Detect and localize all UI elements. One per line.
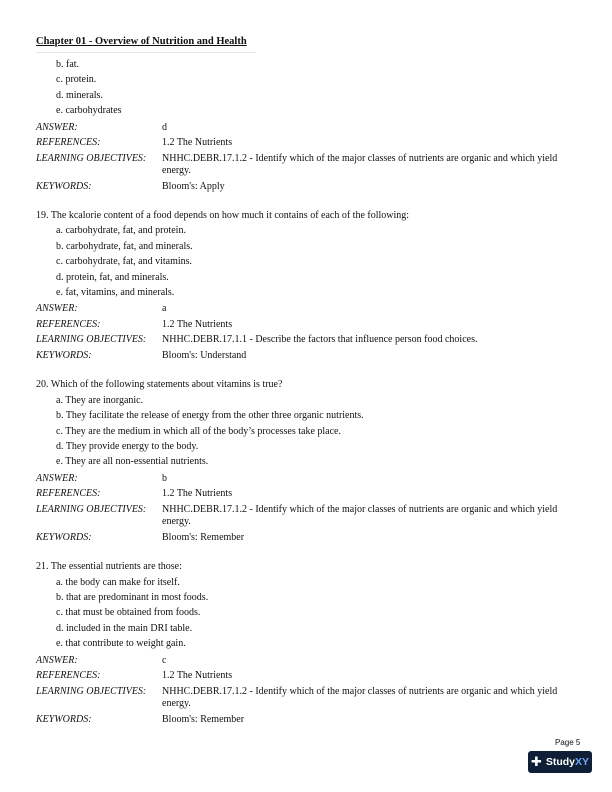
objectives-label: LEARNING OBJECTIVES: [36, 152, 147, 164]
answer-label: ANSWER: [36, 303, 78, 315]
answer-choice: b. that are predominant in most foods. [56, 592, 209, 604]
answer-choice: b. They facilitate the release of energy from the other three organic nutrients. [56, 410, 364, 422]
objectives-row [36, 153, 576, 178]
references-label: REFERENCES: [36, 137, 101, 149]
question-block-continued [36, 57, 576, 193]
references-label: REFERENCES: [36, 318, 101, 330]
keywords-value: Bloom's: Remember [162, 531, 245, 543]
answer-choice: d. minerals. [56, 89, 103, 101]
keywords-label: KEYWORDS: [36, 531, 92, 543]
keywords-value: Bloom's: Remember [162, 713, 245, 725]
studyxy-badge[interactable] [528, 751, 592, 773]
objectives-row [36, 686, 576, 711]
answer-choice: e. They are all non-essential nutrients. [56, 456, 209, 468]
question-stem: 21. The essential nutrients are those: [36, 561, 182, 573]
references-value: 1.2 The Nutrients [162, 318, 233, 330]
answer-choice: c. They are the medium in which all of the body’s processes take place. [56, 425, 341, 437]
objectives-value: NHHC.DEBR.17.1.2 - Identify which of the major classes of nutrients are organic and which yield energy. [162, 503, 558, 528]
question-stem: 20. Which of the following statements about vitamins is true? [36, 379, 283, 391]
answer-choice: d. They provide energy to the body. [56, 440, 199, 452]
keywords-value: Bloom's: Understand [162, 349, 247, 361]
header-divider [36, 52, 256, 53]
references-row [36, 137, 576, 150]
answer-label: ANSWER: [36, 121, 78, 133]
keywords-label: KEYWORDS: [36, 713, 92, 725]
answer-choice: e. fat, vitamins, and minerals. [56, 287, 175, 299]
references-value: 1.2 The Nutrients [162, 670, 233, 682]
references-value: 1.2 The Nutrients [162, 137, 233, 149]
objectives-value: NHHC.DEBR.17.1.1 - Describe the factors that influence person food choices. [162, 334, 478, 346]
answer-label: ANSWER: [36, 654, 78, 666]
references-value: 1.2 The Nutrients [162, 488, 233, 500]
objectives-value: NHHC.DEBR.17.1.2 - Identify which of the major classes of nutrients are organic and which yield energy. [162, 685, 558, 710]
keywords-row [36, 532, 576, 545]
references-row [36, 670, 576, 683]
answer-row [36, 122, 576, 135]
answer-choice: e. that contribute to weight gain. [56, 638, 186, 650]
answer-choice: b. fat. [56, 59, 80, 70]
question-block-21 [36, 559, 576, 726]
answer-value: a [162, 303, 167, 315]
keywords-row [36, 181, 576, 194]
objectives-value: NHHC.DEBR.17.1.2 - Identify which of the major classes of nutrients are organic and which yield energy. [162, 152, 558, 177]
answer-label: ANSWER: [36, 472, 78, 484]
answer-choice: b. carbohydrate, fat, and minerals. [56, 240, 193, 252]
plus-icon: ✚ [530, 754, 542, 769]
answer-choice: e. carbohydrates [56, 105, 122, 117]
references-label: REFERENCES: [36, 670, 101, 682]
brand-name: Study [545, 756, 576, 768]
page-content [36, 57, 576, 726]
answer-row [36, 655, 576, 668]
answer-choice: a. carbohydrate, fat, and protein. [56, 225, 186, 237]
question-stem: 19. The kcalorie content of a food depends on how much it contains of each of the following: [36, 210, 410, 222]
objectives-label: LEARNING OBJECTIVES: [36, 503, 147, 515]
objectives-row [36, 334, 576, 347]
keywords-value: Bloom's: Apply [162, 180, 225, 192]
answer-row [36, 473, 576, 486]
answer-row [36, 303, 576, 316]
answer-value: d [162, 121, 167, 133]
keywords-row [36, 350, 576, 363]
objectives-label: LEARNING OBJECTIVES: [36, 685, 147, 697]
answer-choice: a. They are inorganic. [56, 394, 144, 406]
answer-choice: d. included in the main DRI table. [56, 622, 193, 634]
objectives-row [36, 504, 576, 529]
page-number: Page 5 [555, 738, 581, 747]
keywords-label: KEYWORDS: [36, 180, 92, 192]
question-block-19 [36, 208, 576, 362]
answer-choice: c. carbohydrate, fat, and vitamins. [56, 256, 193, 268]
answer-choice: c. protein. [56, 74, 97, 86]
answer-value: b [162, 472, 167, 484]
objectives-label: LEARNING OBJECTIVES: [36, 334, 147, 346]
references-row [36, 488, 576, 501]
answer-choice: a. the body can make for itself. [56, 576, 180, 588]
keywords-row [36, 714, 576, 727]
references-row [36, 319, 576, 332]
chapter-title: Chapter 01 - Overview of Nutrition and Health [36, 36, 247, 47]
answer-value: c [162, 654, 167, 666]
keywords-label: KEYWORDS: [36, 349, 92, 361]
references-label: REFERENCES: [36, 488, 101, 500]
question-block-20 [36, 377, 576, 544]
answer-choice: c. that must be obtained from foods. [56, 607, 201, 619]
answer-choice: d. protein, fat, and minerals. [56, 271, 169, 283]
brand-accent: XY [575, 756, 590, 768]
